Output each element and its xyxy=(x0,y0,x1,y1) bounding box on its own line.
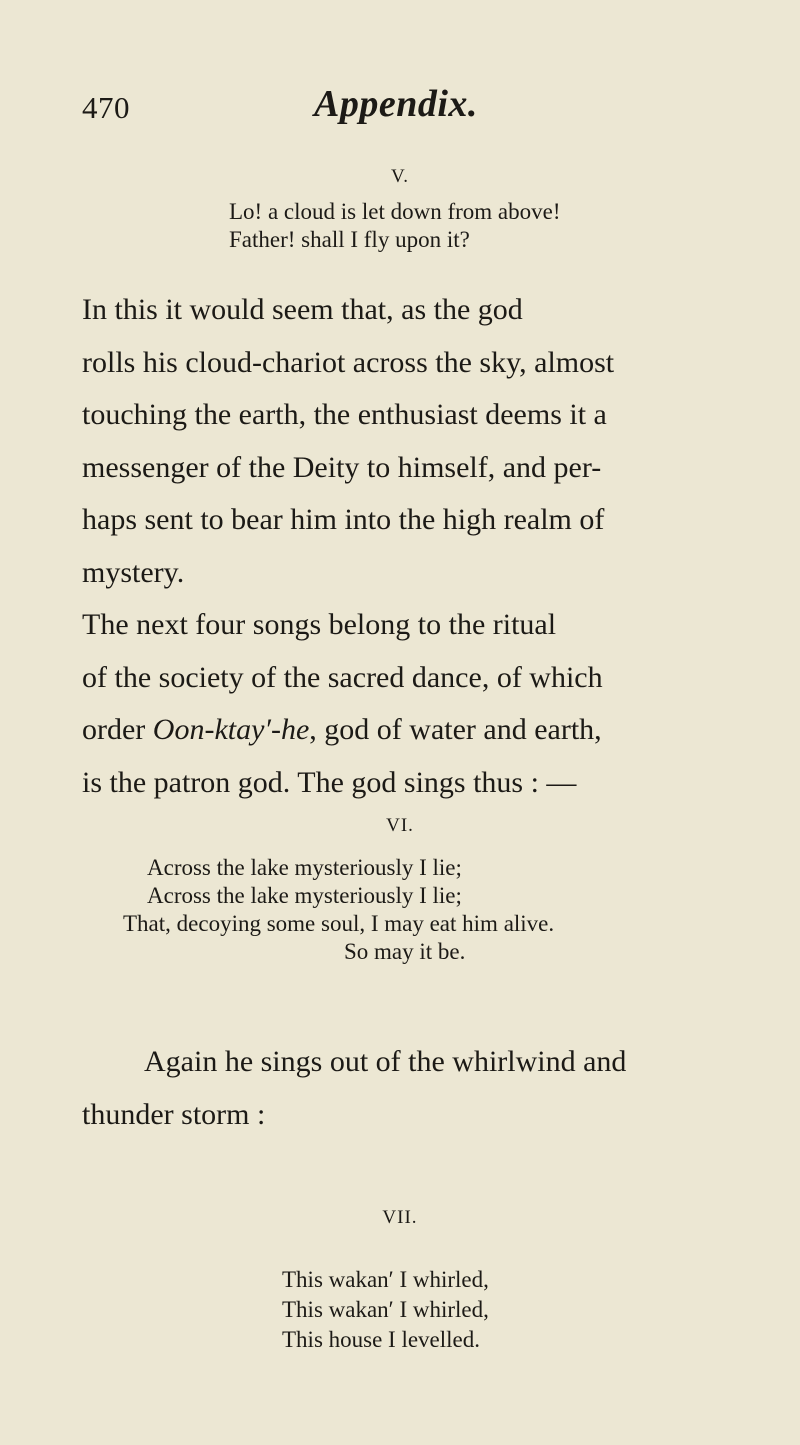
verse-line: This wakan′ I whirled, xyxy=(282,1267,489,1292)
prose-line: order Oon-ktay′-he, god of water and earth, xyxy=(82,713,602,746)
verse-line: This house I levelled. xyxy=(282,1327,481,1352)
prose-line: haps sent to bear him into the high realm of xyxy=(82,503,605,536)
verse-line: Across the lake mysteriously I lie; xyxy=(147,883,462,908)
prose-line: rolls his cloud-chariot across the sky, almost xyxy=(82,345,615,379)
verse-line: Across the lake mysteriously I lie; xyxy=(147,855,462,880)
verse-v xyxy=(229,198,561,254)
page-header xyxy=(82,70,740,130)
verse-line: This wakan′ I whirled, xyxy=(282,1297,489,1322)
prose-line: messenger of the Deity to himself, and per- xyxy=(82,450,602,484)
prose-line: mystery. xyxy=(82,555,185,589)
prose-line: Again he sings out of the whirlwind and xyxy=(144,1045,627,1078)
prose-line: of the society of the sacred dance, of which xyxy=(82,660,603,694)
verse-line: Father! shall I fly upon it? xyxy=(229,227,470,252)
verse-line: That, decoying some soul, I may eat him alive. xyxy=(123,911,555,936)
section-numeral-vii: VII. xyxy=(382,1207,418,1228)
paragraph-whirlwind xyxy=(82,1036,742,1141)
prose-line: In this it would seem that, as the god xyxy=(82,293,523,326)
section-numeral-vi: VI. xyxy=(386,815,414,836)
prose-line: is the patron god. The god sings thus : — xyxy=(82,765,577,799)
verse-line: So may it be. xyxy=(344,939,466,964)
prose-line: The next four songs belong to the ritual xyxy=(82,608,557,641)
prose-line: touching the earth, the enthusiast deems it a xyxy=(82,398,607,431)
running-head: Appendix. xyxy=(314,83,478,125)
section-numeral-v: V. xyxy=(390,166,410,187)
verse-line: Lo! a cloud is let down from above! xyxy=(229,199,561,224)
prose-line: thunder storm : xyxy=(82,1097,266,1131)
paragraph-cloud-chariot xyxy=(82,284,742,599)
page-number: 470 xyxy=(82,90,130,125)
verse-vi xyxy=(123,854,723,966)
verse-vii xyxy=(282,1265,489,1355)
paragraph-next-four-songs xyxy=(82,599,742,809)
god-name: Oon-ktay′-he xyxy=(152,713,310,746)
